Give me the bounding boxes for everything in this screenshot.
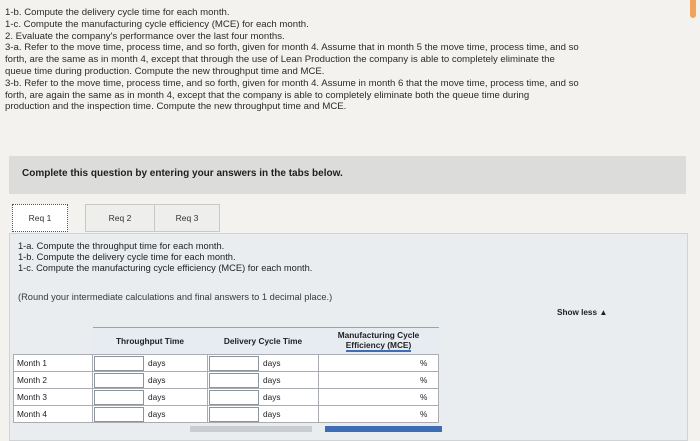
throughput-time-header: Throughput Time (93, 328, 208, 355)
instruction-line: queue time during production. Compute the new throughput time and MCE. (5, 65, 325, 77)
table-row (14, 389, 439, 406)
unit-label: days (148, 358, 166, 368)
mce-input[interactable] (407, 391, 416, 404)
delivery-input[interactable] (209, 373, 259, 388)
instruction-line: forth, are the same as in month 4, except that through the use of Lean Production the company is able to completely eliminate the (5, 54, 555, 66)
delivery-input[interactable] (209, 390, 259, 405)
instruction-line: 2. Evaluate the company's performance over the last four months. (5, 30, 285, 42)
instruction-line: 1-c. Compute the manufacturing cycle efficiency (MCE) for each month. (5, 18, 309, 30)
row-label-header (14, 328, 93, 355)
mce-cell (319, 372, 439, 389)
delivery-input[interactable] (209, 356, 259, 371)
instruction-line: 3-a. Refer to the move time, process time, and so forth, given for month 4. Assume that in month 5 the move time, process time, and so (5, 42, 579, 54)
unit-label: % (420, 375, 428, 385)
unit-label: days (263, 375, 281, 385)
mce-header-line1: Manufacturing Cycle (337, 330, 420, 340)
show-less-link[interactable]: Show less ▲ (557, 308, 608, 317)
mce-cell (319, 355, 439, 372)
delivery-cell (208, 389, 319, 406)
mce-input[interactable] (407, 357, 416, 370)
unit-label: days (263, 392, 281, 402)
req1-line: 1-c. Compute the manufacturing cycle efficiency (MCE) for each month. (18, 263, 313, 274)
unit-label: days (148, 392, 166, 402)
throughput-input[interactable] (94, 407, 144, 422)
delivery-cell (208, 406, 319, 423)
throughput-cell (93, 406, 208, 423)
mce-input[interactable] (407, 408, 416, 421)
rounding-note: (Round your intermediate calculations and final answers to 1 decimal place.) (18, 292, 333, 302)
req1-line: 1-b. Compute the delivery cycle time for each month. (18, 252, 236, 263)
tab-req-1[interactable]: Req 1 (12, 204, 68, 232)
row-label: Month 1 (14, 355, 93, 372)
tab-req-2[interactable]: Req 2 (85, 204, 155, 232)
tab-req-3[interactable]: Req 3 (154, 204, 220, 232)
row-label: Month 3 (14, 389, 93, 406)
table-row (14, 406, 439, 423)
throughput-cell (93, 372, 208, 389)
mce-header-line2: Efficiency (MCE) (345, 340, 412, 350)
instruction-line: 1-b. Compute the delivery cycle time for each month. (5, 7, 230, 18)
throughput-input[interactable] (94, 373, 144, 388)
row-label: Month 2 (14, 372, 93, 389)
mce-input[interactable] (407, 374, 416, 387)
throughput-input[interactable] (94, 390, 144, 405)
unit-label: % (420, 409, 428, 419)
prev-button-bar[interactable] (190, 426, 312, 432)
mce-header (319, 328, 439, 355)
instruction-line: forth, are again the same as in month 4, except that the company is able to completely eliminate both the queue time during (5, 89, 530, 101)
unit-label: days (148, 375, 166, 385)
delivery-cell (208, 355, 319, 372)
row-label: Month 4 (14, 406, 93, 423)
unit-label: % (420, 392, 428, 402)
table-header-row (14, 328, 439, 355)
next-button-bar[interactable] (325, 426, 442, 432)
banner-text: Complete this question by entering your answers in the tabs below. (22, 168, 343, 179)
delivery-cycle-time-header: Delivery Cycle Time (208, 328, 319, 355)
unit-label: days (263, 358, 281, 368)
unit-label: days (148, 409, 166, 419)
instructions (5, 7, 695, 113)
answer-table (13, 327, 439, 423)
req1-instructions (18, 241, 312, 275)
table-row (14, 355, 439, 372)
delivery-cell (208, 372, 319, 389)
mce-cell (319, 406, 439, 423)
delivery-input[interactable] (209, 407, 259, 422)
mce-cell (319, 389, 439, 406)
instruction-line: 3-b. Refer to the move time, process time, and so forth, given for month 4. Assume in month 6 that the move time, process time, and so (5, 77, 579, 89)
instruction-line: production and the inspection time. Compute the new throughput time and MCE. (5, 101, 347, 113)
unit-label: days (263, 409, 281, 419)
throughput-cell (93, 389, 208, 406)
throughput-cell (93, 355, 208, 372)
unit-label: % (420, 358, 428, 368)
throughput-input[interactable] (94, 356, 144, 371)
req1-line: 1-a. Compute the throughput time for each month. (18, 241, 225, 251)
table-row (14, 372, 439, 389)
